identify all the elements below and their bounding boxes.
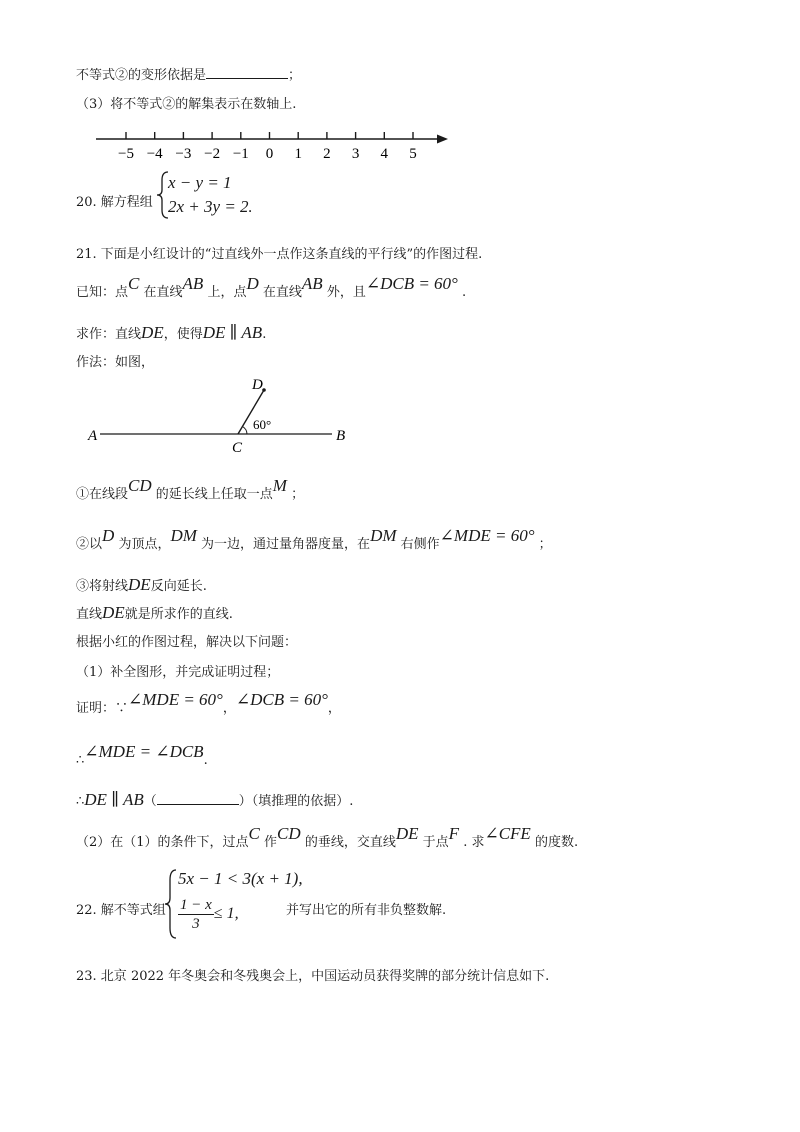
tick-label: −5 <box>118 146 134 162</box>
tick-label: 1 <box>294 146 302 162</box>
tick-label: 2 <box>323 146 331 162</box>
geometry-figure <box>80 372 380 462</box>
part-2: （2）在（1）的条件下，过点C 作CD 的垂线，交直线DE 于点F . 求∠CFE 的度数. <box>76 824 579 850</box>
label-b: B <box>336 428 346 444</box>
tick-label: −1 <box>232 146 249 162</box>
number-line <box>90 126 460 166</box>
step-2: ②以D 为顶点，DM 为一边，通过量角器度量，在DM 右侧作∠MDE = 60° ； <box>76 526 552 552</box>
tick-label: −3 <box>175 146 192 162</box>
tick-label: −4 <box>146 146 163 162</box>
question-22: 22. 解不等式组 <box>76 903 166 918</box>
proof-line-3: ∴DE ∥ AB（ ）（填推理的依据）. <box>76 790 354 809</box>
line-de-text: 直线DE就是所求作的直线. <box>76 603 233 622</box>
method-line: 作法：如图， <box>76 355 155 370</box>
label-d: D <box>252 377 263 393</box>
text-line: （3）将不等式②的解集表示在数轴上. <box>76 97 297 112</box>
question-23: 23. 北京 2022 年冬奥会和冬残奥会上，中国运动员获得奖牌的部分统计信息如下. <box>76 969 550 984</box>
text-line: 不等式②的变形依据是 ； <box>76 64 301 85</box>
require-line: 求作：直线DE，使得DE ∥ AB. <box>76 323 267 342</box>
equation-2: 2x + 3y = 2. <box>168 197 253 216</box>
angle-arc <box>243 427 248 435</box>
proof-line-1: 证明：∵∠MDE = 60°，∠DCB = 60°， <box>76 690 341 716</box>
equation-1: x − y = 1 <box>168 173 232 192</box>
solve-line: 根据小红的作图过程，解决以下问题： <box>76 635 298 650</box>
label-angle: 60° <box>253 417 272 432</box>
question-21-intro: 21. 下面是小红设计的“过直线外一点作这条直线的平行线”的作图过程. <box>76 247 483 262</box>
arrow-icon <box>437 135 448 144</box>
step-3: ③将射线DE反向延长. <box>76 575 207 594</box>
tick-label: 4 <box>380 146 389 162</box>
label-a: A <box>88 428 98 444</box>
known-line: 已知：点C 在直线AB 上，点D 在直线AB 外，且∠DCB = 60° . <box>76 274 467 300</box>
part-1: （1）补全图形，并完成证明过程； <box>76 665 280 680</box>
inequality-2: $\frac{1 - x}{3}$ ≤ 1, <box>180 897 239 932</box>
answer-blank <box>206 64 288 79</box>
label-c: C <box>232 440 243 456</box>
brace-icon <box>164 868 178 940</box>
step-1: ①在线段CD 的延长线上任取一点M ； <box>76 476 305 502</box>
tick-label: −2 <box>204 146 221 162</box>
tick-label: 0 <box>265 146 274 162</box>
question-22-tail: 并写出它的所有非负整数解. <box>286 903 447 918</box>
reason-blank <box>157 790 239 805</box>
proof-line-2: ∴∠MDE = ∠DCB. <box>76 742 208 768</box>
tick-label: 5 <box>409 146 417 162</box>
question-20: 20. 解方程组 <box>76 195 153 210</box>
inequality-1: 5x − 1 < 3(x + 1), <box>178 869 303 888</box>
tick-label: 3 <box>351 146 360 162</box>
